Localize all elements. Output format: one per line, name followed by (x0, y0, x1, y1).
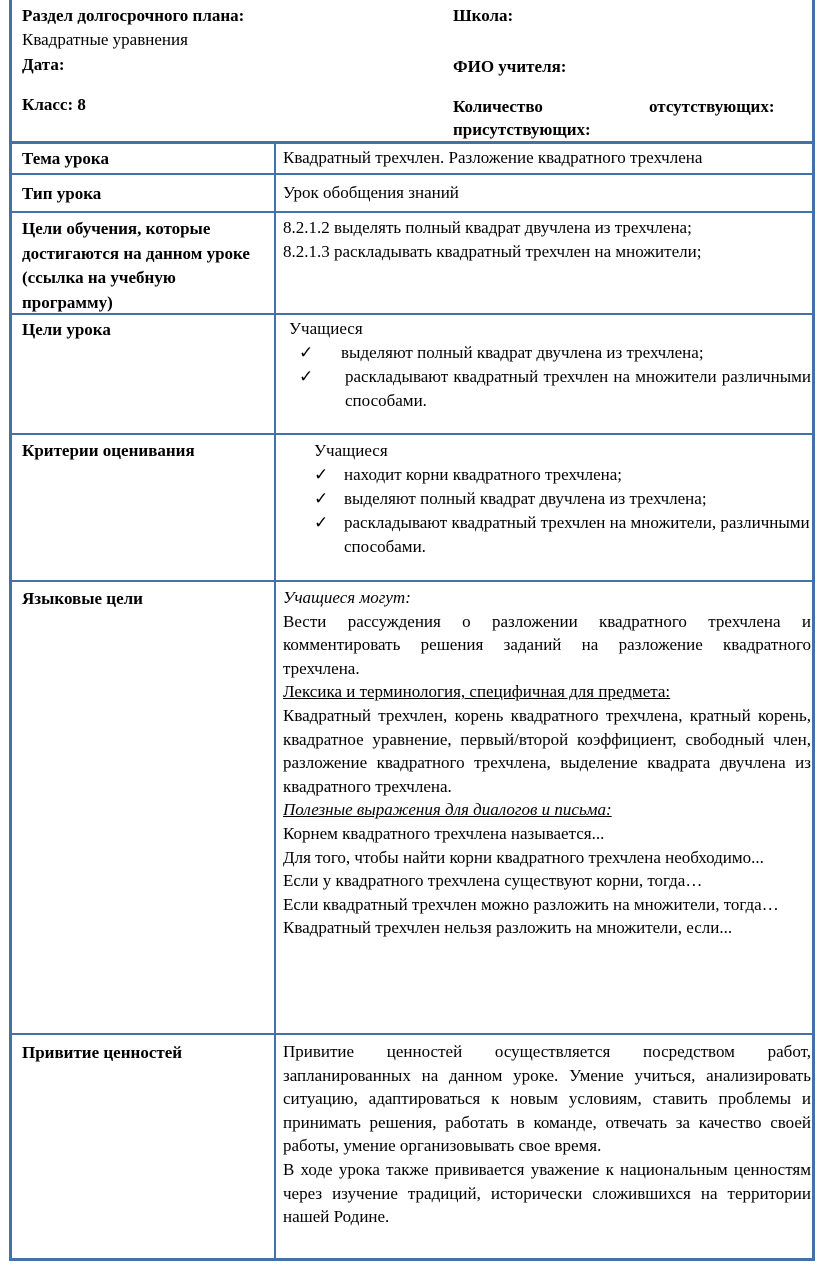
criteria-item: ✓ находит корни квадратного трехчлена; (314, 463, 811, 487)
can-heading: Учащиеся могут: (283, 588, 411, 607)
phrase-item: Если квадратный трехчлен можно разложить на множители, тогда… (283, 894, 779, 914)
section-value: Квадратные уравнения (22, 30, 188, 49)
class-label: Класс: 8 (22, 95, 86, 114)
values-label: Привитие ценностей (22, 1043, 183, 1062)
vocab-heading: Лексика и терминология, специфичная для предмета: (283, 682, 671, 702)
row-separator (9, 141, 815, 144)
phrases-heading: Полезные выражения для диалогов и письма: (283, 800, 612, 820)
row-separator (9, 173, 815, 175)
lesson-goals-label: Цели урока (22, 320, 111, 339)
language-goals-content (283, 586, 811, 940)
values-paragraph: Привитие ценностей осуществляется посредством работ, запланированных на данном уроке. Умение учиться, анализировать ситуацию, адаптироваться к новым условиям, ставить проблемы и принимать решения, работать в команде, отвечать за качество своей работы, умение организовывать свое время. (283, 1042, 811, 1156)
phrase-item: Корнем квадратного трехчлена называется... (283, 823, 605, 843)
lesson-type-label: Тип урока (22, 184, 102, 203)
can-text: Вести рассуждения о разложении квадратного трехчлена и комментировать решения заданий на разложение квадратного трехчлена. (283, 611, 811, 678)
checkmark-icon: ✓ (299, 343, 314, 362)
absent-label-part2: отсутствующих: (649, 97, 775, 116)
lesson-goals-item: ✓ выделяют полный квадрат двучлена из трехчлена; (299, 341, 811, 365)
vocab-text: Квадратный трехчлен, корень квадратного трехчлена, кратный корень, квадратное уравнение, первый/второй коэффициент, свободный член, разложение квадратного трехчлена, выделение квадрата двучлена из квадратного трехчлена. (283, 705, 811, 796)
checkmark-icon: ✓ (314, 513, 329, 532)
checkmark-icon: ✓ (314, 465, 329, 484)
criteria-item: ✓ раскладывают квадратный трехчлен на множители, различными способами. (314, 513, 810, 556)
learning-goals-label: Цели обучения, которые достигаются на данном уроке (ссылка на учебную программу) (22, 219, 250, 312)
criteria-item: ✓ выделяют полный квадрат двучлена из трехчлена; (314, 487, 811, 511)
criteria-intro: Учащиеся (314, 441, 388, 460)
topic-label: Тема урока (22, 149, 109, 168)
learning-goal-item: 8.2.1.2 выделять полный квадрат двучлена из трехчлена; (283, 218, 692, 237)
column-separator (274, 141, 276, 1261)
language-goals-label: Языковые цели (22, 589, 143, 608)
row-separator (9, 580, 815, 582)
criteria-label: Критерии оценивания (22, 441, 195, 460)
present-label: присутствующих: (453, 120, 591, 139)
learning-goal-item: 8.2.1.3 раскладывать квадратный трехчлен на множители; (283, 241, 702, 261)
date-label: Дата: (22, 55, 65, 74)
phrase-item: Для того, чтобы найти корни квадратного трехчлена необходимо... (283, 847, 764, 867)
row-separator (9, 1033, 815, 1035)
topic-value: Квадратный трехчлен. Разложение квадратного трехчлена (283, 148, 703, 167)
school-label: Школа: (453, 6, 514, 25)
learning-goals-list (283, 216, 811, 263)
lesson-type-value: Урок обобщения знаний (283, 183, 459, 202)
checkmark-icon: ✓ (299, 367, 314, 386)
lesson-goals-intro: Учащиеся (289, 319, 363, 338)
phrase-item: Квадратный трехчлен нельзя разложить на множители, если... (283, 918, 733, 938)
frame-left-border (9, 0, 12, 1261)
row-separator (9, 433, 815, 435)
frame-right-border (812, 0, 815, 1261)
values-paragraph: В ходе урока также прививается уважение к национальным ценностям через изучение традиций, исторически сложившихся на территории нашей Родине. (283, 1159, 811, 1227)
phrase-item: Если у квадратного трехчлена существуют корни, тогда… (283, 871, 703, 891)
values-content (283, 1040, 811, 1229)
frame-bottom-border (9, 1258, 815, 1261)
row-separator (9, 211, 815, 213)
checkmark-icon: ✓ (314, 489, 329, 508)
section-label: Раздел долгосрочного плана: (22, 6, 245, 25)
teacher-label: ФИО учителя: (453, 57, 567, 76)
lesson-plan-page (9, 0, 815, 1261)
absent-label-part1: Количество (453, 97, 543, 116)
lesson-goals-item: ✓ раскладывают квадратный трехчлен на множители различными способами. (299, 367, 811, 410)
